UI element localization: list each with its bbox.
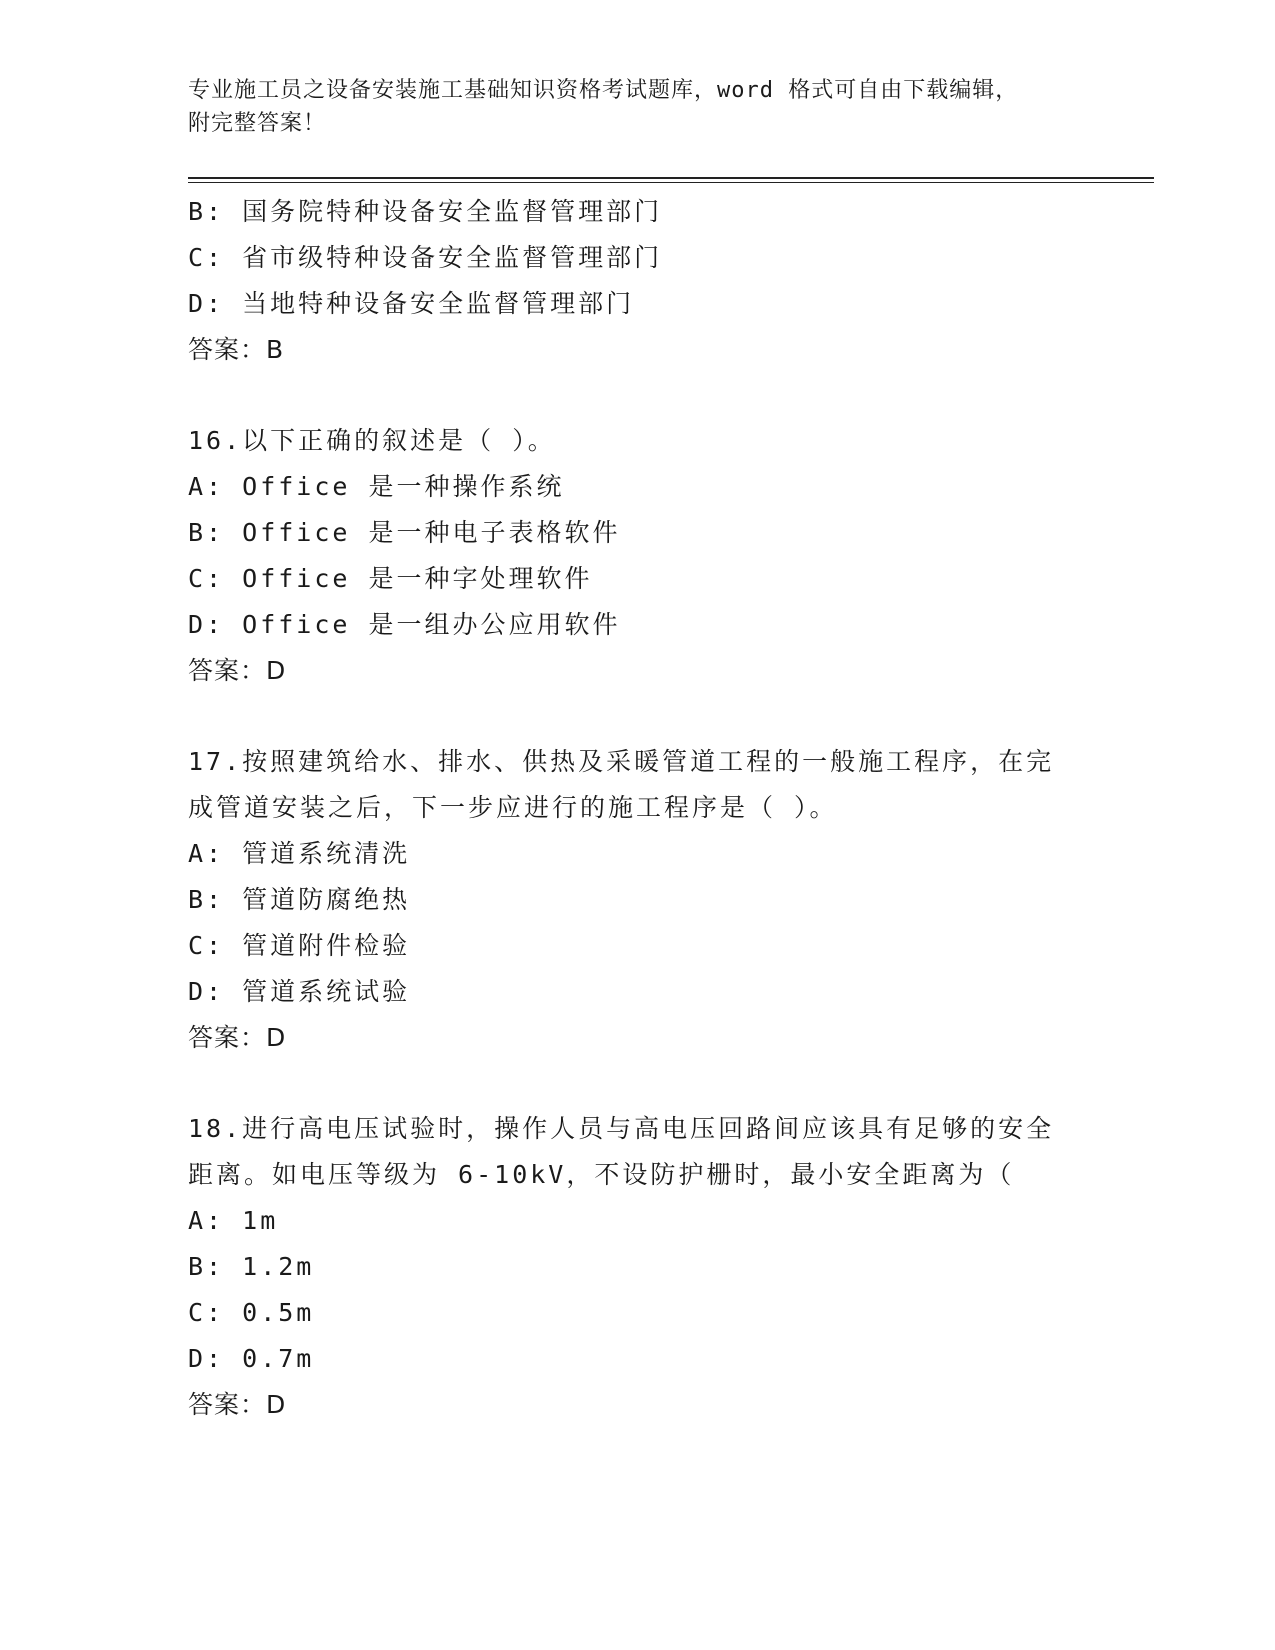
question-list	[188, 189, 1078, 1428]
option-b: B: 国务院特种设备安全监督管理部门	[188, 197, 663, 226]
option-a: A: 管道系统清洗	[188, 839, 411, 868]
question-block-15	[188, 189, 1078, 373]
answer-label: 答案：D	[188, 1390, 287, 1419]
header-line-1: 专业施工员之设备安装施工基础知识资格考试题库，word 格式可自由下载编辑，	[188, 78, 1019, 103]
option-c: C: 管道附件检验	[188, 931, 411, 960]
spacer	[188, 694, 1078, 739]
option-d: D: 管道系统试验	[188, 977, 411, 1006]
option-b: B: Office 是一种电子表格软件	[188, 518, 621, 547]
question-stem-line-2: 成管道安装之后，下一步应进行的施工程序是（ ）。	[188, 793, 838, 822]
question-block-17	[188, 739, 1078, 1061]
option-d: D: 0.7m	[188, 1344, 315, 1373]
document-header	[188, 74, 1078, 140]
question-stem-line-1: 17.按照建筑给水、排水、供热及采暖管道工程的一般施工程序，在完	[188, 747, 1055, 776]
option-a: A: 1m	[188, 1206, 279, 1235]
option-c: C: 省市级特种设备安全监督管理部门	[188, 243, 663, 272]
header-divider-thick	[188, 177, 1154, 179]
question-block-16	[188, 418, 1078, 694]
answer-label: 答案：D	[188, 1023, 287, 1052]
option-d: D: 当地特种设备安全监督管理部门	[188, 289, 635, 318]
question-block-18	[188, 1106, 1078, 1428]
option-d: D: Office 是一组办公应用软件	[188, 610, 621, 639]
option-c: C: 0.5m	[188, 1298, 315, 1327]
option-b: B: 1.2m	[188, 1252, 315, 1281]
question-stem-line-1: 18.进行高电压试验时，操作人员与高电压回路间应该具有足够的安全	[188, 1114, 1055, 1143]
spacer	[188, 1061, 1078, 1106]
option-b: B: 管道防腐绝热	[188, 885, 411, 914]
question-stem-line-2: 距离。如电压等级为 6-10kV，不设防护栅时，最小安全距离为（	[188, 1160, 1015, 1189]
answer-label: 答案：B	[188, 335, 285, 364]
spacer	[188, 373, 1078, 418]
answer-label: 答案：D	[188, 656, 287, 685]
question-stem: 16.以下正确的叙述是（ ）。	[188, 426, 556, 455]
header-line-2: 附完整答案！	[188, 111, 327, 136]
header-divider-thin	[188, 182, 1154, 183]
option-a: A: Office 是一种操作系统	[188, 472, 565, 501]
option-c: C: Office 是一种字处理软件	[188, 564, 593, 593]
